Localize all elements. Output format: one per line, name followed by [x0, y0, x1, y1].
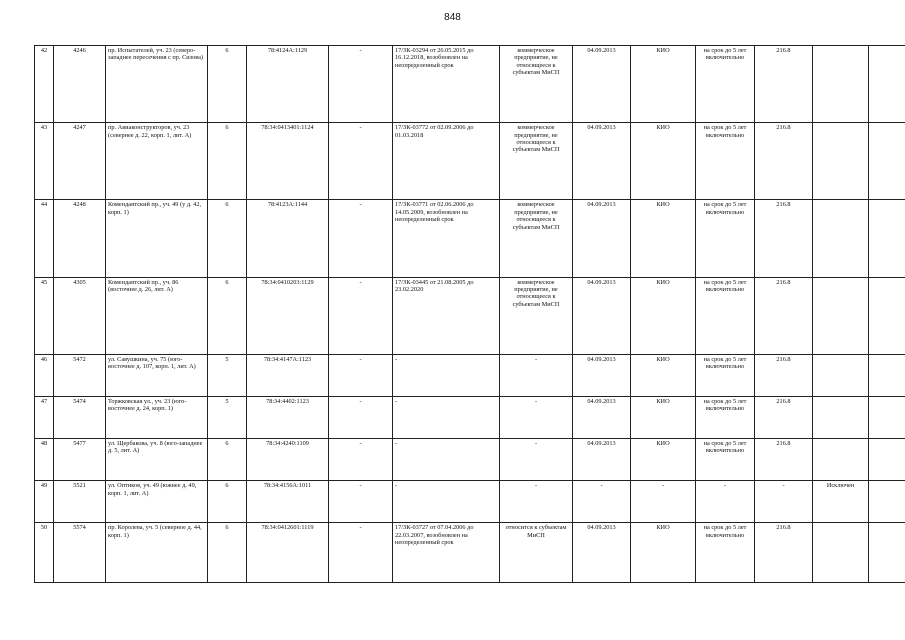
- data-table: [34, 45, 905, 583]
- date-cell: 04.09.2013: [573, 439, 631, 481]
- extra-cell: [869, 523, 905, 583]
- contract-cell: 17/ЗК-03771 от 02.06.2006 до 14.05.2009, возобновлен на неопределенный срок: [393, 200, 500, 277]
- address-cell: пр. Королева, уч. 5 (северное д. 44, корп. 1): [106, 523, 208, 583]
- value-cell: 216.8: [755, 123, 813, 200]
- row-number: 48: [35, 439, 54, 481]
- row-number: 44: [35, 200, 54, 277]
- object-id: 4247: [54, 123, 106, 200]
- zone-cell: 6: [208, 523, 247, 583]
- table-row: [35, 396, 905, 438]
- value-cell: 216.8: [755, 46, 813, 123]
- note-cell: [813, 46, 869, 123]
- business-category-cell: коммерческое предприятие, не относящееся к субъектам МиСП: [500, 123, 573, 200]
- row-number: 43: [35, 123, 54, 200]
- term-cell: на срок до 5 лет включительно: [696, 523, 755, 583]
- zone-cell: 6: [208, 439, 247, 481]
- row-number: 46: [35, 354, 54, 396]
- note-cell: [813, 439, 869, 481]
- contract-cell: 17/ЗК-03772 от 02.09.2006 до 01.03.2018: [393, 123, 500, 200]
- address-cell: Комендантский пр., уч. 86 (восточнее д. 26, лит. А): [106, 277, 208, 354]
- value-cell: 216.8: [755, 354, 813, 396]
- address-cell: ул. Оптиков, уч. 49 (южнее д. 49, корп. 1, лит. А): [106, 481, 208, 523]
- table-row: [35, 439, 905, 481]
- zone-cell: 6: [208, 200, 247, 277]
- extra-cell: [869, 277, 905, 354]
- row-number: 49: [35, 481, 54, 523]
- date-cell: -: [573, 481, 631, 523]
- address-cell: ул. Щербакова, уч. 8 (юго-западнее д. 5, лит. А): [106, 439, 208, 481]
- row-number: 45: [35, 277, 54, 354]
- authority-cell: КИО: [631, 523, 696, 583]
- table-row: [35, 200, 905, 277]
- business-category-cell: коммерческое предприятие, не относящееся к субъектам МиСП: [500, 277, 573, 354]
- cadastral-number-cell: 78:34:0410203:1129: [247, 277, 329, 354]
- contract-cell: 17/ЗК-03294 от 26.05.2015 до 16.12.2018, возобновлен на неопределенный срок: [393, 46, 500, 123]
- object-id: 5472: [54, 354, 106, 396]
- value-cell: 216.8: [755, 277, 813, 354]
- contract-cell: 17/ЗК-03727 от 07.04.2006 до 22.03.2007, возобновлен на неопределенный срок: [393, 523, 500, 583]
- object-id: 4305: [54, 277, 106, 354]
- address-cell: Торжковская ул., уч. 23 (юго-восточнее д. 24, корп. 1): [106, 396, 208, 438]
- extra-cell: [869, 46, 905, 123]
- cadastral-number-cell: 78:34:4402:1123: [247, 396, 329, 438]
- contract-cell: -: [393, 396, 500, 438]
- zone-cell: 6: [208, 481, 247, 523]
- zone-cell: 5: [208, 354, 247, 396]
- blank-cell: -: [329, 46, 393, 123]
- note-cell: [813, 123, 869, 200]
- term-cell: на срок до 5 лет включительно: [696, 46, 755, 123]
- term-cell: на срок до 5 лет включительно: [696, 277, 755, 354]
- blank-cell: -: [329, 396, 393, 438]
- table-row: [35, 46, 905, 123]
- extra-cell: [869, 396, 905, 438]
- cadastral-number-cell: 78:34:4240:1109: [247, 439, 329, 481]
- value-cell: 216.8: [755, 396, 813, 438]
- zone-cell: 6: [208, 277, 247, 354]
- authority-cell: КИО: [631, 277, 696, 354]
- extra-cell: [869, 481, 905, 523]
- table-row: [35, 123, 905, 200]
- authority-cell: КИО: [631, 439, 696, 481]
- authority-cell: КИО: [631, 200, 696, 277]
- value-cell: 216.8: [755, 523, 813, 583]
- object-id: 4246: [54, 46, 106, 123]
- authority-cell: -: [631, 481, 696, 523]
- contract-cell: -: [393, 439, 500, 481]
- cadastral-number-cell: 78:34:0413401:1124: [247, 123, 329, 200]
- authority-cell: КИО: [631, 123, 696, 200]
- note-cell: [813, 277, 869, 354]
- blank-cell: -: [329, 123, 393, 200]
- object-id: 5521: [54, 481, 106, 523]
- date-cell: 04.09.2013: [573, 200, 631, 277]
- business-category-cell: -: [500, 396, 573, 438]
- object-id: 4248: [54, 200, 106, 277]
- blank-cell: -: [329, 200, 393, 277]
- extra-cell: [869, 123, 905, 200]
- blank-cell: -: [329, 481, 393, 523]
- address-cell: пр. Авиаконструкторов, уч. 23 (севернее д. 22, корп. 1, лит. А): [106, 123, 208, 200]
- date-cell: 04.09.2013: [573, 396, 631, 438]
- term-cell: на срок до 5 лет включительно: [696, 123, 755, 200]
- row-number: 50: [35, 523, 54, 583]
- object-id: 5474: [54, 396, 106, 438]
- authority-cell: КИО: [631, 46, 696, 123]
- note-cell: [813, 523, 869, 583]
- note-cell: Исключен: [813, 481, 869, 523]
- cadastral-number-cell: 78:34:4156А:1011: [247, 481, 329, 523]
- zone-cell: 6: [208, 46, 247, 123]
- blank-cell: -: [329, 523, 393, 583]
- cadastral-number-cell: 78:34:4147А:1123: [247, 354, 329, 396]
- value-cell: 216.8: [755, 200, 813, 277]
- row-number: 42: [35, 46, 54, 123]
- authority-cell: КИО: [631, 354, 696, 396]
- cadastral-number-cell: 78:4123А:1144: [247, 200, 329, 277]
- table-row: [35, 523, 905, 583]
- object-id: 5574: [54, 523, 106, 583]
- term-cell: на срок до 5 лет включительно: [696, 396, 755, 438]
- page-number: 848: [444, 12, 461, 23]
- term-cell: на срок до 5 лет включительно: [696, 354, 755, 396]
- table-row: [35, 277, 905, 354]
- business-category-cell: -: [500, 354, 573, 396]
- contract-cell: -: [393, 354, 500, 396]
- zone-cell: 5: [208, 396, 247, 438]
- table-row: [35, 481, 905, 523]
- contract-cell: -: [393, 481, 500, 523]
- business-category-cell: коммерческое предприятие, не относящееся к субъектам МиСП: [500, 46, 573, 123]
- cadastral-number-cell: 78:34:0412601:1119: [247, 523, 329, 583]
- contract-cell: 17/ЗК-03445 от 21.08.2005 до 23.02.2020: [393, 277, 500, 354]
- table-row: [35, 354, 905, 396]
- term-cell: -: [696, 481, 755, 523]
- date-cell: 04.09.2013: [573, 46, 631, 123]
- date-cell: 04.09.2013: [573, 123, 631, 200]
- address-cell: Комендантский пр., уч. 49 (у д. 42, корп. 1): [106, 200, 208, 277]
- row-number: 47: [35, 396, 54, 438]
- business-category-cell: коммерческое предприятие, не относящееся к субъектам МиСП: [500, 200, 573, 277]
- value-cell: 216.8: [755, 439, 813, 481]
- date-cell: 04.09.2013: [573, 277, 631, 354]
- cadastral-number-cell: 78:4124А:1129: [247, 46, 329, 123]
- zone-cell: 6: [208, 123, 247, 200]
- term-cell: на срок до 5 лет включительно: [696, 200, 755, 277]
- object-id: 5477: [54, 439, 106, 481]
- extra-cell: [869, 354, 905, 396]
- note-cell: [813, 200, 869, 277]
- extra-cell: [869, 439, 905, 481]
- note-cell: [813, 354, 869, 396]
- blank-cell: -: [329, 277, 393, 354]
- business-category-cell: относится к субъектам МиСП: [500, 523, 573, 583]
- address-cell: пр. Испытателей, уч. 23 (северо-западнее пересечения с пр. Сизова): [106, 46, 208, 123]
- note-cell: [813, 396, 869, 438]
- blank-cell: -: [329, 354, 393, 396]
- date-cell: 04.09.2013: [573, 523, 631, 583]
- blank-cell: -: [329, 439, 393, 481]
- address-cell: ул. Савушкина, уч. 75 (юго-восточнее д. 107, корп. 1, лит. А): [106, 354, 208, 396]
- authority-cell: КИО: [631, 396, 696, 438]
- business-category-cell: -: [500, 439, 573, 481]
- extra-cell: [869, 200, 905, 277]
- date-cell: 04.09.2013: [573, 354, 631, 396]
- business-category-cell: -: [500, 481, 573, 523]
- term-cell: на срок до 5 лет включительно: [696, 439, 755, 481]
- value-cell: -: [755, 481, 813, 523]
